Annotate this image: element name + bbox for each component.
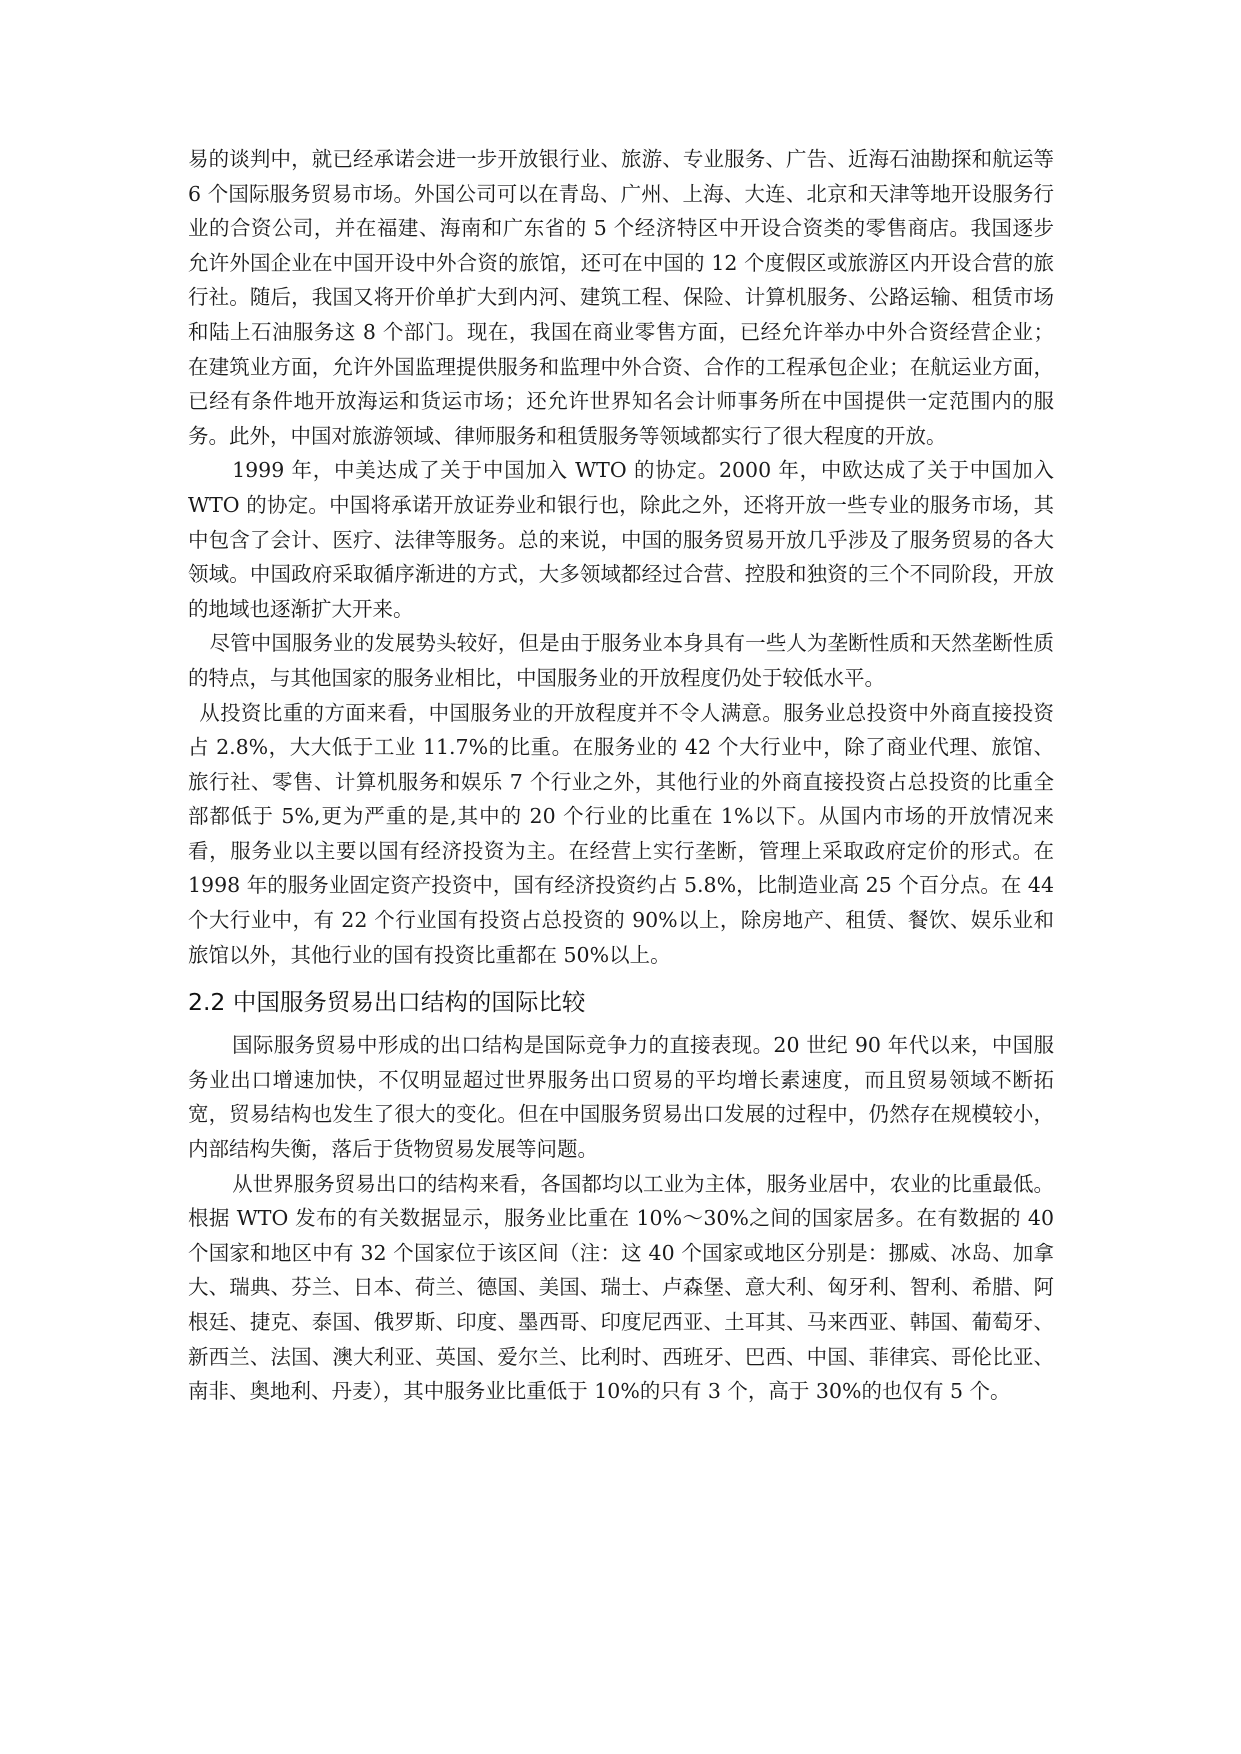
body-paragraph: 尽管中国服务业的发展势头较好，但是由于服务业本身具有一些人为垄断性质和天然垄断性质的特点，与其他国家的服务业相比，中国服务业的开放程度仍处于较低水平。 [188, 631, 1054, 690]
body-paragraph: 易的谈判中，就已经承诺会进一步开放银行业、旅游、专业服务、广告、近海石油勘探和航运等 6 个国际服务贸易市场。外国公司可以在青岛、广州、上海、大连、北京和天津等地开设服务行业的合资公司，并在福建、海南和广东省的 5 个经济特区中开设合资类的零售商店。我国逐步允许外国企业在中国开设中外合资的旅馆，还可在中国的 12 个度假区或旅游区内开设合营的旅行社。随后，我国又将开价单扩大到内河、建筑工程、保险、计算机服务、公路运输、租赁市场和陆上石油服务这 8 个部门。现在，我国在商业零售方面，已经允许举办中外合资经营企业；在建筑业方面，允许外国监理提供服务和监理中外合资、合作的工程承包企业；在航运业方面，已经有条件地开放海运和货运市场；还允许世界知名会计师事务所在中国提供一定范围内的服务。此外，中国对旅游领域、律师服务和租赁服务等领域都实行了很大程度的开放。 [188, 147, 1054, 448]
body-paragraph: 1999 年，中美达成了关于中国加入 WTO 的协定。2000 年，中欧达成了关于中国加入 WTO 的协定。中国将承诺开放证券业和银行也，除此之外，还将开放一些专业的服务市场，其中包含了会计、医疗、法律等服务。总的来说，中国的服务贸易开放几乎涉及了服务贸易的各大领域。中国政府采取循序渐进的方式，大多领域都经过合营、控股和独资的三个不同阶段，开放的地域也逐渐扩大开来。 [188, 458, 1054, 621]
document-page [188, 142, 1054, 1409]
body-paragraph: 从世界服务贸易出口的结构来看，各国都均以工业为主体，服务业居中，农业的比重最低。根据 WTO 发布的有关数据显示，服务业比重在 10%～30%之间的国家居多。在有数据的 40 个国家和地区中有 32 个国家位于该区间（注：这 40 个国家或地区分别是：挪威、冰岛、加拿大、瑞典、芬兰、日本、荷兰、德国、美国、瑞士、卢森堡、意大利、匈牙利、智利、希腊、阿根廷、捷克、泰国、俄罗斯、印度、墨西哥、印度尼西亚、土耳其、马来西亚、韩国、葡萄牙、新西兰、法国、澳大利亚、英国、爱尔兰、比利时、西班牙、巴西、中国、菲律宾、哥伦比亚、南非、奥地利、丹麦），其中服务业比重低于 10%的只有 3 个，高于 30%的也仅有 5 个。 [188, 1171, 1054, 1404]
body-paragraph: 从投资比重的方面来看，中国服务业的开放程度并不令人满意。服务业总投资中外商直接投资占 2.8%，大大低于工业 11.7%的比重。在服务业的 42 个大行业中，除了商业代理、旅馆、旅行社、零售、计算机服务和娱乐 7 个行业之外，其他行业的外商直接投资占总投资的比重全部都低于 5%,更为严重的是,其中的 20 个行业的比重在 1%以下。从国内市场的开放情况来看，服务业以主要以国有经济投资为主。在经营上实行垄断，管理上采取政府定价的形式。在 1998 年的服务业固定资产投资中，国有经济投资约占 5.8%，比制造业高 25 个百分点。在 44 个大行业中，有 22 个行业国有投资占总投资的 90%以上，除房地产、租赁、餐饮、娱乐业和旅馆以外，其他行业的国有投资比重都在 50%以上。 [188, 700, 1054, 967]
body-paragraph: 国际服务贸易中形成的出口结构是国际竞争力的直接表现。20 世纪 90 年代以来，中国服务业出口增速加快，不仅明显超过世界服务出口贸易的平均增长素速度，而且贸易领域不断拓宽，贸易结构也发生了很大的变化。但在中国服务贸易出口发展的过程中，仍然存在规模较小，内部结构失衡，落后于货物贸易发展等问题。 [188, 1033, 1054, 1162]
section-heading: 2.2 中国服务贸易出口结构的国际比较 [188, 988, 586, 1017]
